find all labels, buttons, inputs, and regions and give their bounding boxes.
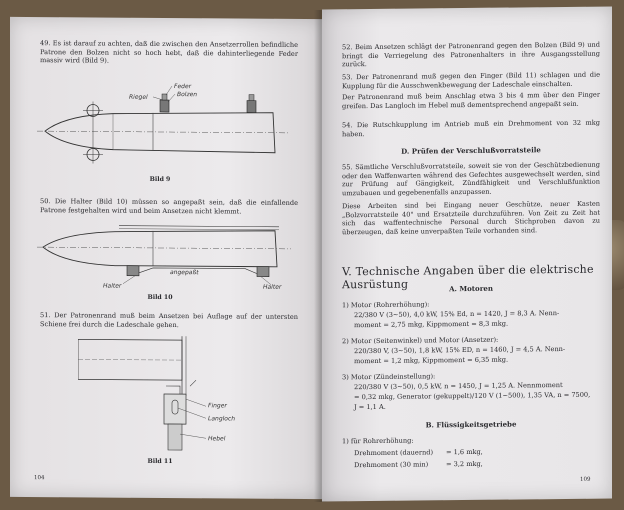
motor-2-spec: 220/380 V, (3~50), 1,8 kW, 15% ED, n = 1460, J = 4,5 A. Nenn- — [354, 344, 566, 356]
paragraph-50: 50. Die Halter (Bild 10) müssen so angepaßt sein, daß die einfallende Patrone festgehalten wird und beim Ansetzen nicht klemmt. — [40, 197, 298, 216]
paragraph-52: 52. Beim Ansetzen schlägt der Patronenrand gegen den Bolzen (Bild 9) und bringt die Verriegelung des Patronenhalters in ihre Ausgangsstellung zurück. — [342, 40, 600, 69]
right-page — [322, 6, 612, 501]
gear-row-label: Drehmoment (dauernd) — [354, 448, 434, 458]
right-page-number: 109 — [580, 476, 591, 483]
motor-2-title: 2) Motor (Seitenwinkel) und Motor (Ansetzer): — [342, 335, 499, 346]
gear-row-value: = 1,6 mkg, — [446, 447, 483, 457]
paragraph-55: 55. Sämtliche Verschlußvorratsteile, soweit sie von der Geschützbedienung oder den Waffenwarten während des Gefechtes ausgewechselt werden, sind zur Prüfung auf Gängigkeit, Zündfähigkeit und Verschlußfunktion umzubauen und gegebenenfalls anzupassen. — [342, 160, 600, 198]
gear-row-value: = 3,2 mkg, — [446, 459, 483, 469]
subheading-a: A. Motoren — [449, 283, 493, 294]
figure-11-caption: Bild 11 — [147, 457, 173, 466]
paragraph-53-continued: Der Patronenrand muß beim Anschlag etwa 3 bis 4 mm über den Finger greifen. Das Langloch im Hebel muß dementsprechend angepaßt sein. — [342, 90, 600, 110]
figure-9-caption: Bild 9 — [149, 175, 171, 184]
motor-3-current: J = 1,1 A. — [354, 402, 386, 412]
figure-10-caption: Bild 10 — [147, 293, 173, 302]
fig10-label-halter-left: Halter — [103, 282, 122, 290]
motor-2-moment: moment = 1,2 mkg, Kippmoment = 6,35 mkg. — [354, 355, 509, 366]
motor-1-spec: 22/380 V (3~50), 4,0 kW, 15% Ed, n = 1420, J = 8,3 A. Nenn- — [354, 309, 560, 320]
subheading-d: D. Prüfen der Verschlußvorratsteile — [401, 145, 541, 156]
fig11-label-langloch: Langloch — [208, 415, 236, 423]
motor-3-spec: 220/380 V (3~50), 0,5 kW, n = 1450, J = 1,25 A. Nennmoment — [354, 380, 563, 392]
motor-1-moment: moment = 2,75 mkg, Kippmoment = 8,3 mkg. — [354, 319, 509, 330]
gear-row-label: Drehmoment (30 min) — [354, 460, 429, 470]
figure-9 — [35, 81, 295, 173]
left-page — [10, 17, 322, 499]
left-page-number: 104 — [34, 475, 45, 482]
fig10-label-angepasst: angepaßt — [170, 269, 199, 277]
figure-11 — [78, 335, 258, 454]
fig11-label-finger: Finger — [208, 402, 227, 410]
fig10-label-halter-right: Halter — [263, 283, 282, 291]
paragraph-54: 54. Die Rutschkupplung im Antrieb muß ein Drehmoment von 32 mkg haben. — [342, 118, 600, 138]
fig11-label-hebel: Hebel — [208, 435, 226, 443]
fig9-label-feder: Feder — [174, 83, 192, 91]
motor-3-title: 3) Motor (Zündeinstellung): — [342, 372, 436, 382]
section-v-heading: V. Technische Angaben über die elektrische Ausrüstung — [342, 262, 594, 292]
paragraph-55-continued: Diese Arbeiten sind bei Eingang neuer Geschütze, neuer Kasten „Bolzvorratsteile 40" und Ersatzteile durchzuführen. Von Zeit zu Zeit hat sich das waffentechnische Personal durch Stichproben davon zu überzeugen, daß keine unverpaßten Teile vorhanden sind. — [342, 199, 600, 237]
paragraph-53: 53. Der Patronenrand muß gegen den Finger (Bild 11) schlagen und die Kupplung für die Ausschwenkbewegung der Ladeschale einschalten. — [342, 70, 600, 90]
paragraph-51: 51. Der Patronenrand muß beim Ansetzen bei Auflage auf der untersten Schiene frei durch die Ladeschale gehen. — [40, 311, 298, 329]
subheading-b: B. Flüssigkeitsgetriebe — [425, 419, 517, 430]
figure-10 — [35, 217, 297, 291]
fig9-label-bolzen: Bolzen — [177, 91, 198, 99]
fig9-label-riegel: Riegel — [129, 93, 148, 101]
motor-3-moment: = 0,32 mkg, Generator (gekuppelt)/120 V (1~500), 1,35 VA, n = 7500, — [354, 390, 591, 402]
paragraph-49: 49. Es ist darauf zu achten, daß die zwischen den Ansetzerrollen befindliche Patrone den Bolzen nicht so hoch hebt, daß die dahinterliegende Feder massiv wird (Bild 9). — [40, 39, 298, 65]
gear-1-title: 1) für Rohrerhöhung: — [342, 436, 414, 446]
motor-1-title: 1) Motor (Rohrerhöhung): — [342, 300, 430, 310]
